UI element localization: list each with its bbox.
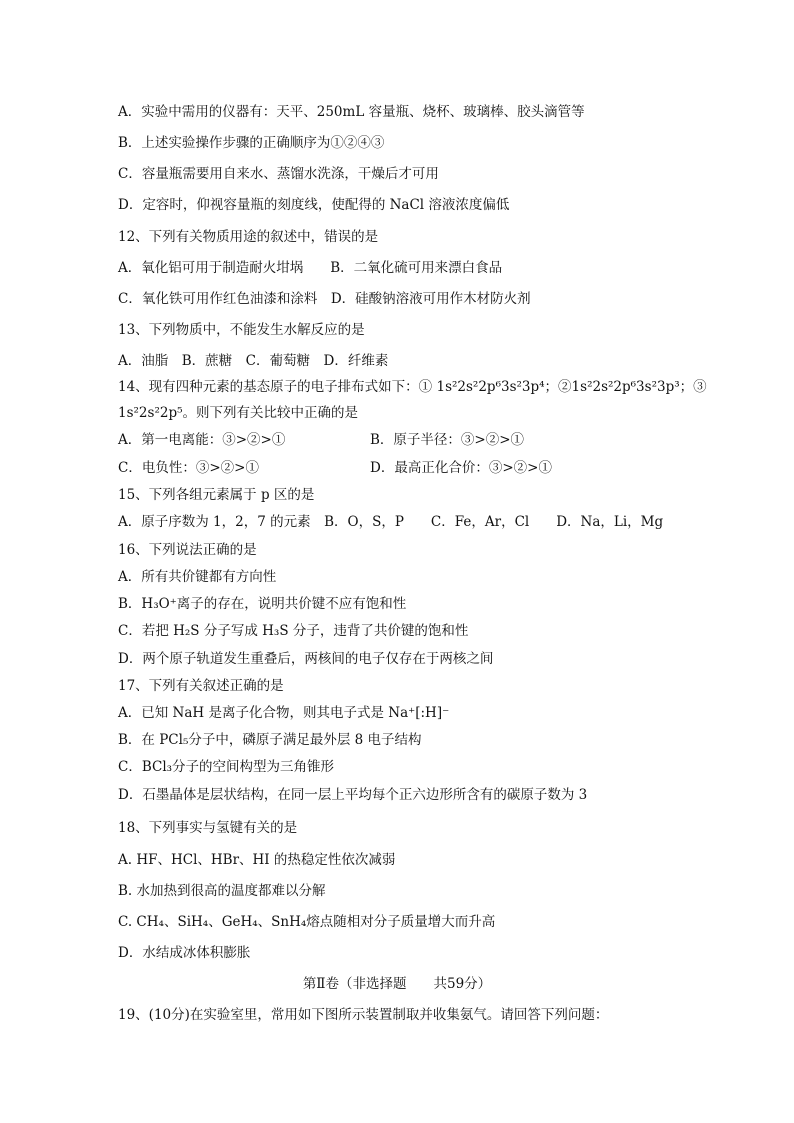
q17-option-c: C．BCl₃分子的空间构型为三角锥形 — [118, 759, 335, 775]
q17-option-b: B．在 PCl₅分子中，磷原子满足最外层 8 电子结构 — [118, 732, 422, 748]
q16-option-a: A．所有共价键都有方向性 — [118, 569, 277, 585]
line-q11-c: C．容量瓶需要用自来水、蒸馏水洗涤，干燥后才可用 — [118, 166, 439, 182]
q18-option-b: B. 水加热到很高的温度都难以分解 — [118, 883, 326, 899]
q18-stem: 18、下列事实与氢键有关的是 — [118, 820, 298, 836]
q16-option-b: B．H₃O⁺离子的存在，说明共价键不应有饱和性 — [118, 596, 407, 612]
q12-stem: 12、下列有关物质用途的叙述中，错误的是 — [118, 229, 379, 245]
q14-config-1: 1s²2s²2p⁶3s²3p⁴；②1s²2s²2p⁶3s²3p³；③ — [436, 379, 707, 395]
q14-option-b: B．原子半径：③>②>① — [370, 432, 525, 448]
q13-options: A．油脂 B．蔗糖 C．葡萄糖 D．纤维素 — [118, 353, 389, 369]
q15-options: A．原子序数为 1，2，7 的元素 B．O，S，P C．Fe，Ar，Cl D．Na，Li，Mg — [118, 514, 664, 530]
section-2-title: 第Ⅱ卷（非选择题 共59分） — [302, 976, 492, 992]
q19-stem: 19、(10分)在实验室里，常用如下图所示装置制取并收集氨气。请回答下列问题： — [118, 1007, 609, 1023]
q14-stem-prefix: 14、现有四种元素的基态原子的电子排布式如下：① — [118, 379, 433, 395]
q17-option-a: A．已知 NaH 是离子化合物，则其电子式是 Na⁺[:H]⁻ — [118, 705, 450, 721]
line-q11-d: D．定容时，仰视容量瓶的刻度线，使配得的 NaCl 溶液浓度偏低 — [118, 197, 510, 213]
q18-option-a: A. HF、HCl、HBr、HI 的热稳定性依次减弱 — [118, 852, 396, 868]
q16-stem: 16、下列说法正确的是 — [118, 542, 257, 558]
q18-option-d: D．水结成冰体积膨胀 — [118, 945, 251, 961]
q13-stem: 13、下列物质中，不能发生水解反应的是 — [118, 322, 365, 338]
q16-option-d: D．两个原子轨道发生重叠后，两核间的电子仅存在于两核之间 — [118, 651, 494, 667]
q18-option-c: C. CH₄、SiH₄、GeH₄、SnH₄熔点随相对分子质量增大而升高 — [118, 914, 496, 930]
q12-options-ab: A．氧化铝可用于制造耐火坩埚 B．二氧化硫可用来漂白食品 — [118, 260, 503, 276]
q14-option-d: D．最高正化合价：③>②>① — [370, 460, 552, 476]
q17-stem: 17、下列有关叙述正确的是 — [118, 678, 284, 694]
q14-stem-suffix: 。则下列有关比较中正确的是 — [182, 405, 359, 421]
q14-stem-cont — [118, 404, 358, 422]
line-q11-a: A．实验中需用的仪器有：天平、250mL 容量瓶、烧杯、玻璃棒、胶头滴管等 — [118, 104, 585, 120]
q12-options-cd: C．氧化铁可用作红色油漆和涂料 D．硅酸钠溶液可用作木材防火剂 — [118, 291, 531, 307]
q16-option-c: C．若把 H₂S 分子写成 H₃S 分子，违背了共价键的饱和性 — [118, 623, 469, 639]
q15-stem: 15、下列各组元素属于 p 区的是 — [118, 487, 315, 503]
q17-option-d: D．石墨晶体是层状结构，在同一层上平均每个正六边形所含有的碳原子数为 3 — [118, 787, 588, 803]
line-q11-b: B．上述实验操作步骤的正确顺序为①②④③ — [118, 135, 385, 151]
q14-stem — [118, 378, 707, 396]
q14-option-c: C．电负性：③>②>① — [118, 460, 259, 476]
q14-config-3: 1s²2s²2p⁵ — [118, 405, 183, 421]
q14-option-a: A．第一电离能：③>②>① — [118, 432, 286, 448]
